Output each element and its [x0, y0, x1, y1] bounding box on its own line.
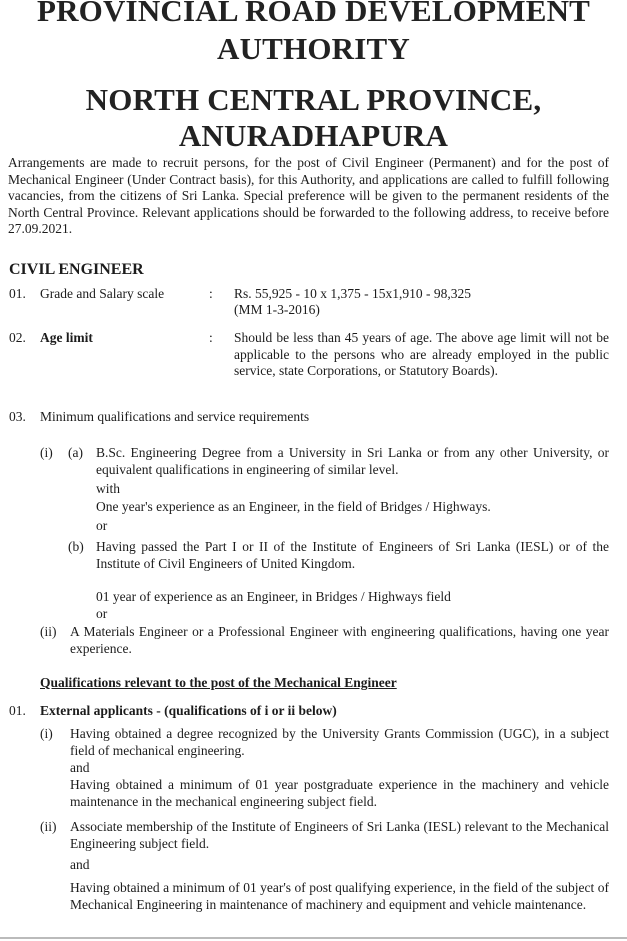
- age-limit-row: [0, 330, 627, 398]
- colon: :: [209, 330, 213, 345]
- civil-engineer-heading: CIVIL ENGINEER: [9, 261, 144, 278]
- sub-item-i-marker: (i): [40, 445, 53, 460]
- connector-or: or: [96, 606, 108, 621]
- province-title-line-2: ANURADHAPURA: [178, 118, 449, 153]
- sub-item-a-marker: (a): [68, 445, 83, 460]
- org-title-line-2: AUTHORITY: [217, 31, 410, 66]
- degree-requirement: B.Sc. Engineering Degree from a University in Sri Lanka or from any other University, or equivalent qualifications in engineering of similar level.: [96, 445, 609, 477]
- experience-requirement-a: One year's experience as an Engineer, in the field of Bridges / Highways.: [96, 499, 491, 514]
- colon: :: [209, 286, 213, 301]
- salary-label: Grade and Salary scale: [40, 286, 165, 301]
- age-limit-value: Should be less than 45 years of age. The above age limit will not be applicable to the persons who are already employed in the public service, state Corporations, or Statutory Boards).: [234, 330, 609, 378]
- item-number: 01.: [9, 286, 26, 301]
- connector-and: and: [70, 857, 90, 872]
- materials-engineer-requirement: A Materials Engineer or a Professional Engineer with engineering qualifications, having one year experience.: [70, 624, 609, 656]
- item-number: 02.: [9, 330, 26, 345]
- connector-or: or: [96, 518, 108, 533]
- salary-value: Rs. 55,925 - 10 x 1,375 - 15x1,910 - 98,325: [234, 286, 471, 301]
- age-limit-label: Age limit: [40, 330, 93, 345]
- intro-paragraph: Arrangements are made to recruit persons, for the post of Civil Engineer (Permanent) and for the post of Mechanical Engineer (Under Contract basis), for this Authority, and applications are called to fulfill following vacancies, from the citizens of Sri Lanka. Special preference will be given to the permanent residents of the North Central Province. Relevant applications should be forwarded to the following address, to receive before 27.09.2021.: [8, 155, 609, 236]
- postgraduate-experience-requirement: Having obtained a minimum of 01 year postgraduate experience in the machinery and vehicle maintenance in the mechanical engineering subject field.: [70, 777, 609, 809]
- mechanical-engineer-heading: Qualifications relevant to the post of the Mechanical Engineer: [40, 675, 397, 690]
- iesl-requirement: Having passed the Part I or II of the Institute of Engineers of Sri Lanka (IESL) or of the Institute of Civil Engineers of United Kingdom.: [96, 539, 609, 571]
- item-number: 03.: [9, 409, 26, 424]
- experience-requirement-b: 01 year of experience as an Engineer, in Bridges / Highways field: [96, 589, 451, 604]
- external-applicants-label: External applicants - (qualifications of i or ii below): [40, 703, 337, 718]
- iesl-membership-requirement: Associate membership of the Institute of Engineers of Sri Lanka (IESL) relevant to the Mechanical Engineering subject field.: [70, 819, 609, 851]
- ugc-degree-requirement: Having obtained a degree recognized by the University Grants Commission (UGC), in a subject field of mechanical engineering.: [70, 726, 609, 758]
- item-number: 01.: [9, 703, 26, 718]
- mech-item-ii-marker: (ii): [40, 819, 57, 834]
- sub-item-b-marker: (b): [68, 539, 84, 554]
- salary-circular: (MM 1-3-2016): [234, 302, 320, 317]
- org-title-line-1: PROVINCIAL ROAD DEVELOPMENT: [36, 0, 591, 28]
- bottom-divider: [0, 937, 627, 939]
- salary-row: [0, 286, 627, 320]
- post-qualifying-experience-requirement: Having obtained a minimum of 01 year's of post qualifying experience, in the field of the subject of Mechanical Engineering in maintenance of machinery and equipment and vehicle maintenance.: [70, 880, 609, 912]
- connector-and: and: [70, 760, 90, 775]
- external-applicants-row: [0, 703, 627, 720]
- connector-with: with: [96, 481, 121, 496]
- province-title-line-1: NORTH CENTRAL PROVINCE,: [85, 82, 542, 117]
- qualifications-row: [0, 409, 627, 426]
- mech-item-i-marker: (i): [40, 726, 53, 741]
- qualifications-label: Minimum qualifications and service requirements: [40, 409, 310, 424]
- sub-item-ii-marker: (ii): [40, 624, 57, 639]
